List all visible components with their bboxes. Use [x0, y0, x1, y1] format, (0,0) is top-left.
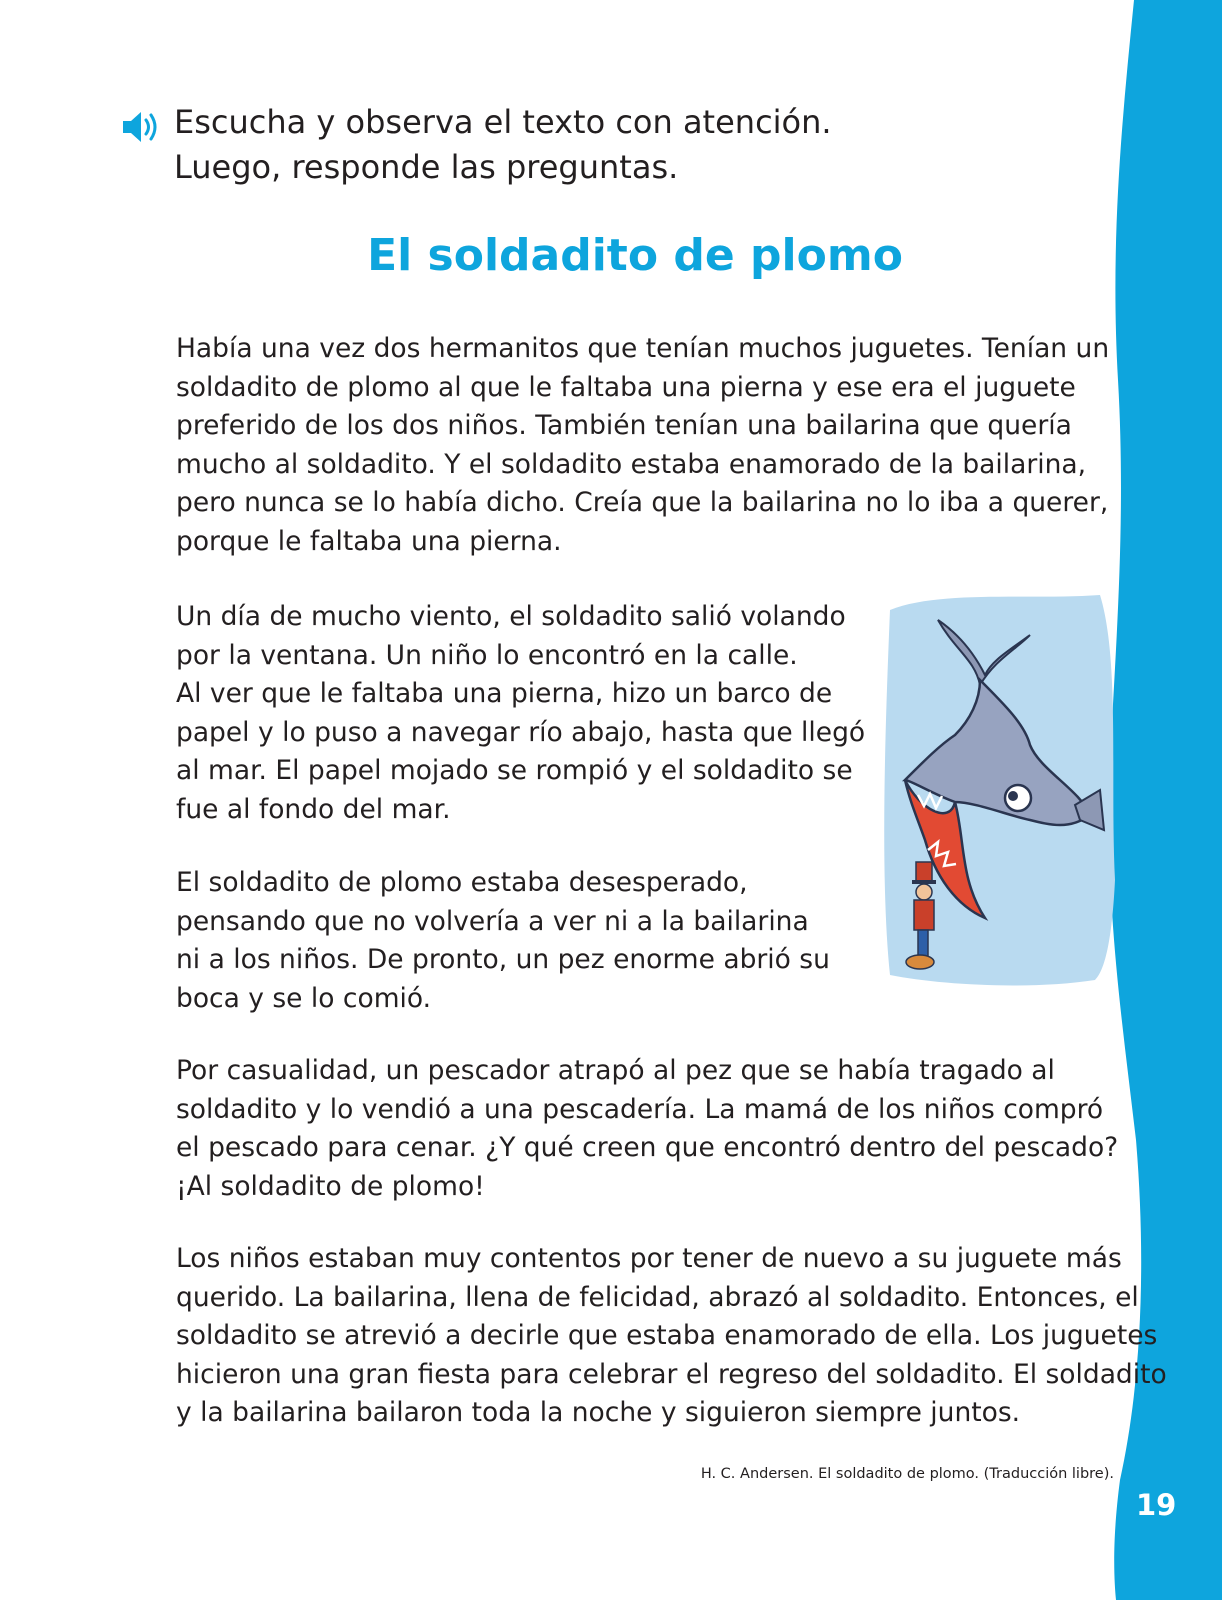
- story-paragraph: [176, 598, 865, 830]
- story-paragraph: [176, 1240, 1167, 1433]
- text-line: Un día de mucho viento, el soldadito salió volando: [176, 601, 846, 632]
- page-number: 19: [1136, 1488, 1177, 1522]
- text-line: querido. La bailarina, llena de felicidad, abrazó al soldadito. Entonces, el: [176, 1281, 1139, 1313]
- text-line: soldadito y lo vendió a una pescadería. La mamá de los niños compró: [176, 1093, 1104, 1125]
- story-paragraph: [176, 864, 830, 1018]
- text-line: y la bailarina bailaron toda la noche y siguieron siempre juntos.: [176, 1397, 1021, 1429]
- text-line: porque le faltaba una pierna.: [176, 525, 562, 557]
- text-line: el pescado para cenar. ¿Y qué creen que encontró dentro del pescado?: [176, 1132, 1119, 1164]
- text-line: al mar. El papel mojado se rompió y el soldadito se: [176, 755, 853, 787]
- text-line: mucho al soldadito. Y el soldadito estaba enamorado de la bailarina,: [176, 448, 1087, 480]
- instruction: [120, 100, 832, 190]
- text-line: soldadito de plomo al que le faltaba una pierna y ese era el juguete: [176, 371, 1076, 403]
- text-line: El soldadito de plomo estaba desesperado,: [176, 867, 748, 898]
- instruction-line: Escucha y observa el texto con atención.: [174, 103, 832, 141]
- text-line: papel y lo puso a navegar río abajo, hasta que llegó: [176, 716, 866, 748]
- text-line: ¡Al soldadito de plomo!: [176, 1170, 485, 1202]
- text-line: preferido de los dos niños. También tenían una bailarina que quería: [176, 410, 1072, 442]
- text-line: por la ventana. Un niño lo encontró en la calle.: [176, 639, 798, 671]
- text-line: Al ver que le faltaba una pierna, hizo un barco de: [176, 678, 833, 710]
- text-line: Los niños estaban muy contentos por tener de nuevo a su juguete más: [176, 1243, 1122, 1274]
- text-line: pero nunca se lo había dicho. Creía que la bailarina no lo iba a querer,: [176, 487, 1109, 519]
- story-title: El soldadito de plomo: [367, 230, 903, 281]
- text-line: soldadito se atrevió a decirle que estaba enamorado de ella. Los juguetes: [176, 1320, 1158, 1352]
- story-paragraph: [176, 1052, 1118, 1206]
- source-citation: H. C. Andersen. El soldadito de plomo. (Traducción libre).: [700, 1466, 1114, 1482]
- text-line: pensando que no volvería a ver ni a la bailarina: [176, 905, 809, 937]
- text-line: boca y se lo comió.: [176, 982, 432, 1014]
- speaker-icon[interactable]: [120, 109, 160, 145]
- story-paragraph: [176, 330, 1109, 562]
- fish-soldier-illustration: [880, 580, 1120, 1000]
- text-line: Por casualidad, un pescador atrapó al pez que se había tragado al: [176, 1055, 1055, 1086]
- instruction-line: Luego, responde las preguntas.: [174, 148, 679, 186]
- text-line: hicieron una gran fiesta para celebrar el regreso del soldadito. El soldadito: [176, 1358, 1167, 1390]
- text-line: fue al fondo del mar.: [176, 793, 451, 825]
- text-line: Había una vez dos hermanitos que tenían muchos juguetes. Tenían un: [176, 333, 1110, 364]
- text-line: ni a los niños. De pronto, un pez enorme abrió su: [176, 944, 830, 976]
